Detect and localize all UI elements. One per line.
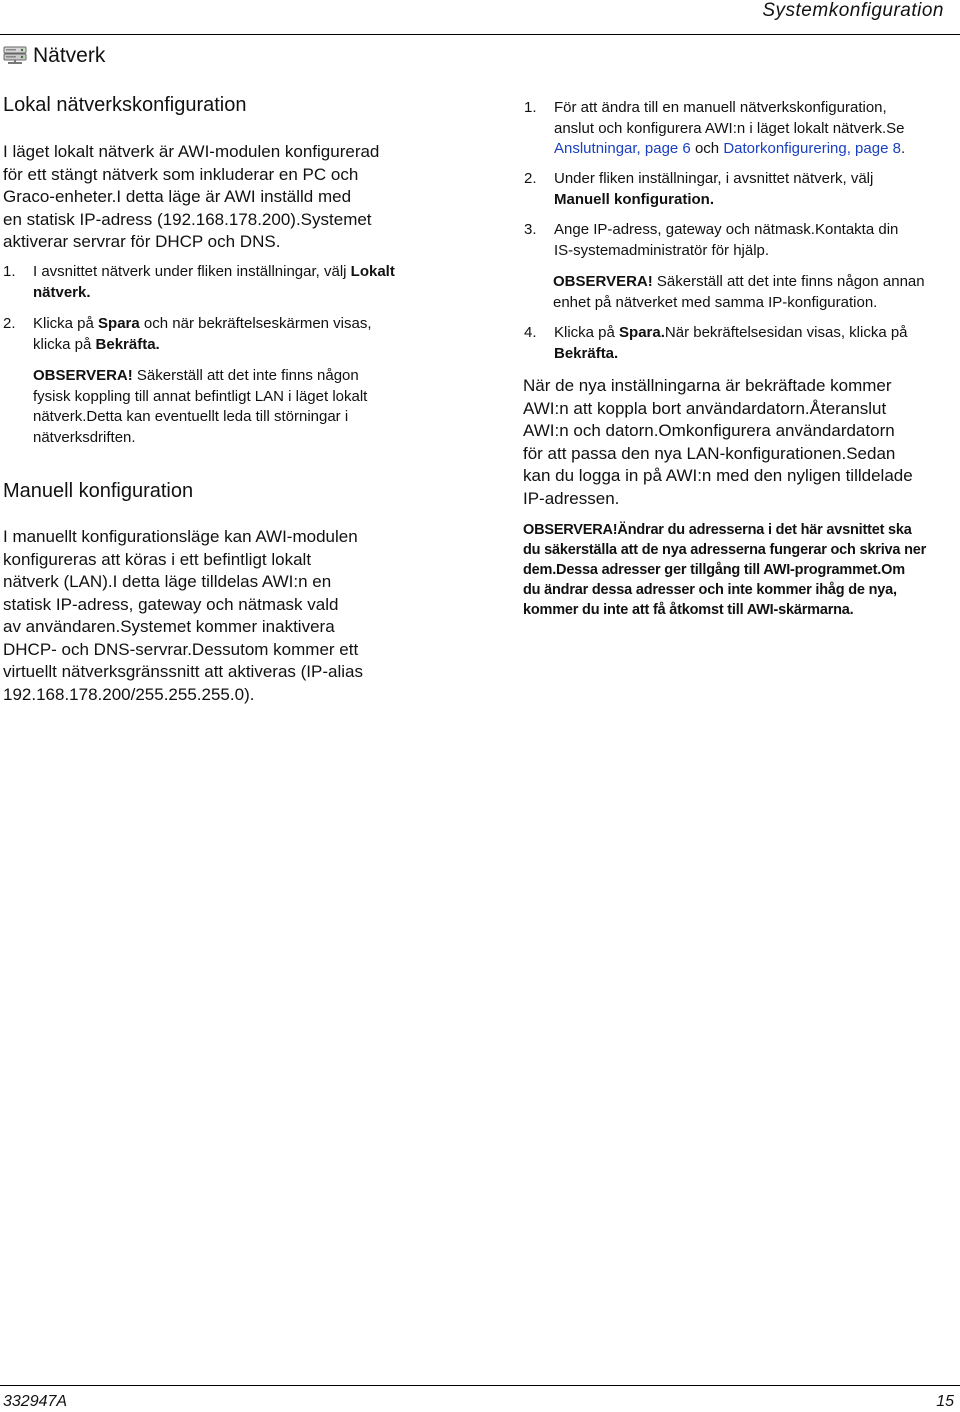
page-heading — [3, 44, 105, 68]
step-text-part: När bekräftelsesidan visas, klicka på — [664, 324, 908, 341]
text-line: statisk IP-adress, gateway och nätmask vald — [3, 594, 339, 614]
text-line: I manuellt konfigurationsläge kan AWI-modulen — [3, 527, 358, 546]
step-text-part: och — [690, 140, 724, 157]
document-number: 332947A — [3, 1393, 68, 1410]
page-number: 15 — [936, 1393, 954, 1410]
text-line: en statisk IP-adress (192.168.178.200).Systemet — [3, 209, 372, 229]
text-line: dem.Dessa adresser ger tillgång till AWI-programmet.Om — [523, 562, 905, 578]
button-ref-bekrafta: Bekräfta. — [95, 335, 160, 353]
step-text-part: . — [900, 140, 906, 157]
step-text-part: Klicka på — [554, 324, 620, 341]
text-line: fysisk koppling till annat befintligt LAN i läget lokalt — [33, 387, 368, 405]
step-text — [554, 98, 905, 160]
text-line: Säkerställ att det inte finns någon annan — [652, 273, 925, 290]
text-line: Graco-enheter.I detta läge är AWI inställd med — [3, 187, 352, 206]
step-number: 2. — [3, 315, 16, 332]
manual-note — [553, 272, 958, 313]
button-ref-bekrafta: Bekräfta. — [554, 344, 619, 362]
network-server-icon — [3, 44, 27, 68]
text-line: DHCP- och DNS-servrar.Dessutom kommer ett — [3, 639, 359, 659]
option-manuell-konfiguration: Manuell konfiguration. — [554, 190, 714, 208]
step-text-part: Klicka på — [33, 315, 99, 332]
text-line: AWI:n och datorn.Omkonfigurera användardatorn — [523, 421, 895, 440]
text-line: När de nya inställningarna är bekräftade kommer — [523, 376, 892, 395]
step-text — [554, 169, 873, 210]
text-line: du säkerställa att de nya adresserna fungerar och skriva ner — [523, 542, 927, 558]
step-text — [33, 262, 395, 303]
text-line: I läget lokalt nätverk är AWI-modulen konfigurerad — [3, 142, 380, 161]
text-line: för ett stängt nätverk som inkluderar en PC och — [3, 164, 359, 184]
footer-rule — [0, 1385, 960, 1386]
lokal-intro — [3, 141, 488, 254]
running-header: Systemkonfiguration — [762, 0, 944, 21]
text-line: IS-systemadministratör för hjälp. — [554, 241, 770, 259]
text-line: nätverk.Detta kan eventuellt leda till störningar i — [33, 408, 349, 425]
text-line: konfigureras att köras i ett befintligt lokalt — [3, 549, 312, 569]
text-line: för att passa den nya LAN-konfigurationen.Sedan — [523, 443, 896, 463]
reconnect-paragraph — [523, 375, 959, 510]
button-ref-spara: Spara. — [619, 324, 665, 341]
text-line: kan du logga in på AWI:n med den nyligen tilldelade — [523, 466, 913, 485]
step-text — [33, 314, 372, 355]
text-line: AWI:n att koppla bort användardatorn.Återanslut — [523, 398, 887, 418]
link-anslutningar[interactable]: Anslutningar, page 6 — [554, 140, 691, 157]
heading-manuell: Manuell konfiguration — [3, 480, 194, 502]
text-line: anslut och konfigurera AWI:n i läget lokalt nätverk.Se — [554, 119, 905, 137]
note-label: OBSERVERA! — [553, 273, 653, 290]
text-line: virtuellt nätverksgränssnitt att aktiveras (IP-alias — [3, 662, 363, 681]
text-line: kommer du inte att få åtkomst till AWI-skärmarna. — [523, 602, 854, 618]
step-number: 2. — [524, 170, 537, 187]
option-natverk: nätverk. — [33, 283, 91, 301]
note-label: OBSERVERA! — [33, 367, 133, 384]
step-text-part: I avsnittet nätverk under fliken inställningar, välj — [33, 263, 351, 280]
text-line: Ange IP-adress, gateway och nätmask.Kontakta din — [554, 221, 899, 238]
text-line: Säkerställ att det inte finns någon — [132, 367, 359, 384]
text-line: enhet på nätverket med samma IP-konfiguration. — [553, 293, 878, 311]
step-number: 1. — [524, 99, 537, 116]
text-line: av användaren.Systemet kommer inaktivera — [3, 617, 335, 636]
step-text — [554, 323, 908, 364]
text-line: du ändrar dessa adresser och inte kommer ihåg de nya, — [523, 582, 897, 598]
warning-note — [523, 520, 959, 620]
text-line: För att ändra till en manuell nätverkskonfiguration, — [554, 99, 887, 116]
lokal-note — [33, 366, 488, 448]
button-ref-spara: Spara — [98, 315, 140, 332]
heading-lokal: Lokal nätverkskonfiguration — [3, 94, 247, 116]
step-number: 1. — [3, 263, 16, 280]
text-line: 192.168.178.200/255.255.255.0). — [3, 684, 255, 704]
step-text-part: och när bekräftelseskärmen visas, — [139, 315, 372, 332]
text-line: IP-adressen. — [523, 488, 620, 508]
step-number: 3. — [524, 221, 537, 238]
step-text — [554, 220, 898, 261]
text-line: OBSERVERA!Ändrar du adresserna i det här avsnittet ska — [523, 522, 912, 538]
step-text-part: klicka på — [33, 335, 96, 353]
text-line: Under fliken inställningar, i avsnittet nätverk, välj — [554, 170, 874, 187]
link-datorkonfigurering[interactable]: Datorkonfigurering, page 8 — [723, 140, 901, 157]
text-line: nätverk (LAN).I detta läge tilldelas AWI:n en — [3, 572, 332, 591]
manuell-intro — [3, 526, 488, 706]
text-line: nätverksdriften. — [33, 428, 136, 446]
header-rule — [0, 34, 960, 35]
option-lokalt: Lokalt — [350, 263, 395, 280]
page-title: Nätverk — [33, 44, 106, 67]
step-number: 4. — [524, 324, 537, 341]
text-line: aktiverar servrar för DHCP och DNS. — [3, 232, 281, 251]
